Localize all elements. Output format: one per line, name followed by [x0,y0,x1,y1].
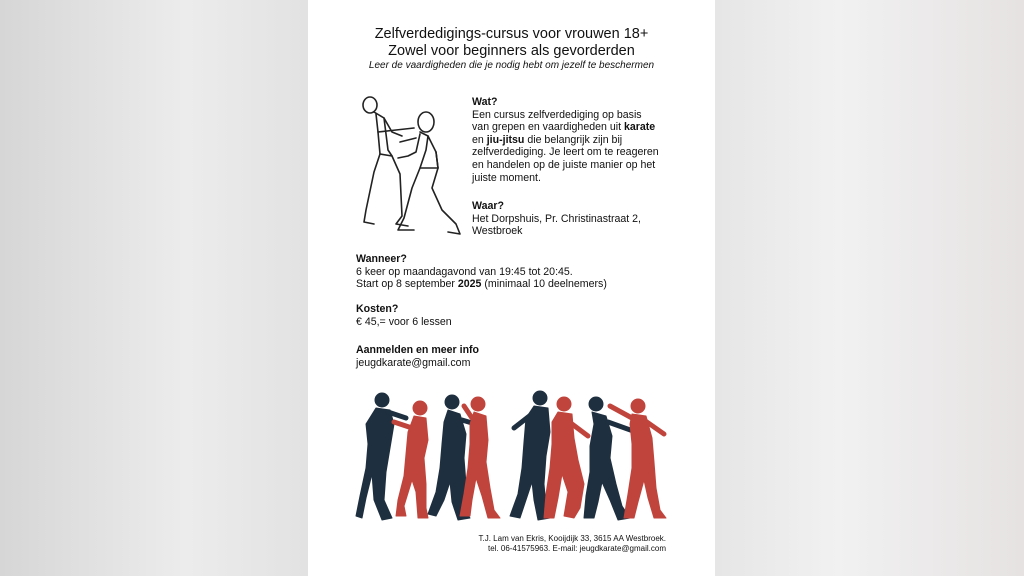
contact-footer [408,534,666,554]
wat-text-line: juiste moment. [472,171,541,184]
background-left [0,0,308,576]
wat-text-line: en jiu-jitsu die belangrijk zijn bij [472,133,623,146]
self-defense-sketch-illustration [356,92,466,240]
section-waar [472,200,641,238]
silhouette-pair-1 [356,393,428,520]
wat-text-line: van grepen en vaardigheden uit karate [472,121,656,134]
waar-address: Het Dorpshuis, Pr. Christinastraat 2, [472,212,641,225]
wanneer-start: Start op 8 september 2025 (minimaal 10 deelnemers) [356,278,607,291]
flyer-subtitle: Leer de vaardigheden die je nodig hebt om jezelf te beschermen [368,60,655,71]
silhouette-pair-4 [584,397,666,520]
silhouette-pair-3 [510,391,588,520]
karate-emphasis: karate [623,121,656,134]
flyer-title: Zelfverdedigings-cursus voor vrouwen 18+ [374,26,649,42]
flyer-title-line2: Zowel voor beginners als gevorderden [388,43,635,59]
year-emphasis: 2025 [457,278,482,291]
footer-address: T.J. Lam van Ekris, Kooijdijk 33, 3615 AA Westbroek. [478,534,666,543]
section-wat [472,96,659,184]
wanneer-schedule: 6 keer op maandagavond van 19:45 tot 20:45. [356,265,573,278]
wat-heading: Wat? [472,96,498,108]
section-wanneer [356,253,607,291]
wat-text-line: Een cursus zelfverdediging op basis [472,108,642,121]
flyer-page [308,0,715,576]
self-defense-silhouettes-illustration [354,388,672,524]
wat-text-line: zelfverdediging. Je leert om te reageren [472,146,659,159]
aanmelden-email: jeugdkarate@gmail.com [356,356,471,369]
kosten-heading: Kosten? [356,303,399,315]
section-aanmelden [356,344,479,369]
wat-text-line: en handelen op de juiste manier op het [472,158,656,171]
background-right [715,0,1024,576]
wanneer-heading: Wanneer? [356,253,407,265]
waar-city: Westbroek [472,225,523,238]
kosten-price: € 45,= voor 6 lessen [356,315,452,328]
aanmelden-heading: Aanmelden en meer info [356,344,480,356]
waar-heading: Waar? [472,200,504,212]
section-kosten [356,303,452,328]
jiu-jitsu-emphasis: jiu-jitsu [486,133,525,146]
silhouette-pair-2 [428,395,500,520]
footer-contact: tel. 06-41575963. E-mail: jeugdkarate@gmail.com [488,544,666,553]
